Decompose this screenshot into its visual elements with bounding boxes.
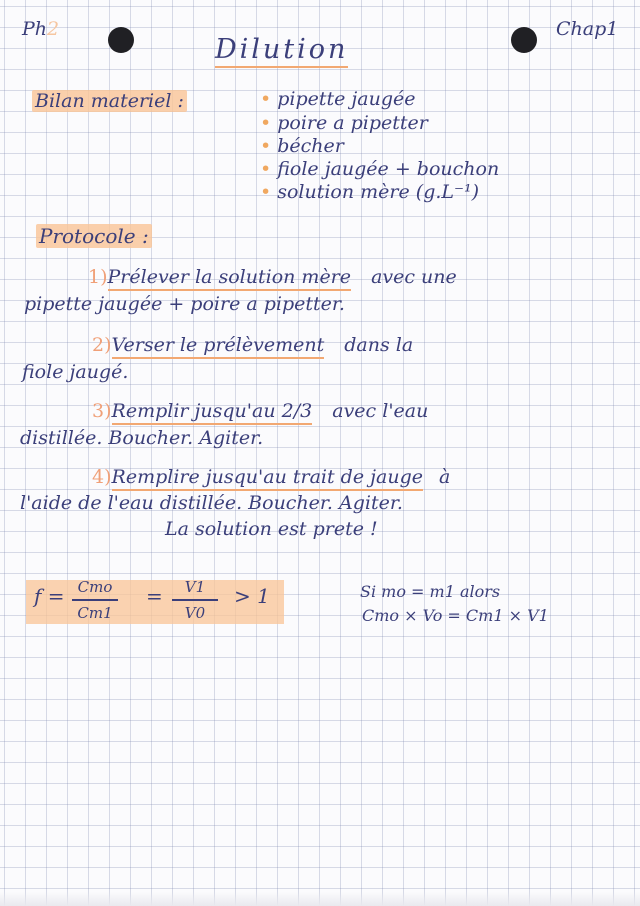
materiel-item: • bécher <box>260 135 344 157</box>
materiel-item: • fiole jaugée + bouchon <box>260 158 500 180</box>
materiel-item: • solution mère (g.L⁻¹) <box>260 181 480 203</box>
step-4-line-1: 4)Remplire jusqu'au trait de jauge à <box>92 466 450 488</box>
materiel-item: • poire a pipetter <box>260 112 428 134</box>
step-4-line-3: La solution est prete ! <box>165 518 378 540</box>
fraction-concentration: Cmo Cm1 <box>72 578 118 622</box>
page-title: Dilution <box>215 34 348 65</box>
binder-hole-left <box>108 27 134 53</box>
step-3-line-2: distillée. Boucher. Agiter. <box>20 427 264 449</box>
formula-note-line-1: Si mo = m1 alors <box>360 582 501 601</box>
step-1-line-2: pipette jaugée + poire a pipetter. <box>24 293 345 315</box>
chapter-label: Chap1 <box>556 18 619 40</box>
bullet-icon: • <box>260 112 272 134</box>
formula-equals: = <box>146 584 163 608</box>
materiel-heading: Bilan materiel : <box>32 90 187 112</box>
bullet-icon: • <box>260 158 272 180</box>
formula-greater-than-one: > 1 <box>234 584 270 608</box>
step-1-line-1: 1)Prélever la solution mère avec une <box>88 266 457 288</box>
formula-note-line-2: Cmo × Vo = Cm1 × V1 <box>362 606 549 625</box>
binder-hole-right <box>511 27 537 53</box>
bullet-icon: • <box>260 181 272 203</box>
step-2-line-2: fiole jaugé. <box>22 361 129 383</box>
materiel-item: • pipette jaugée <box>260 88 416 110</box>
protocole-heading: Protocole : <box>36 224 152 248</box>
step-3-line-1: 3)Remplir jusqu'au 2/3 avec l'eau <box>92 400 428 422</box>
bullet-icon: • <box>260 88 272 110</box>
step-2-line-1: 2)Verser le prélèvement dans la <box>92 334 413 356</box>
subject-label: Ph2 <box>22 18 60 40</box>
bullet-icon: • <box>260 135 272 157</box>
step-4-line-2: l'aide de l'eau distillée. Boucher. Agiter. <box>20 492 403 514</box>
formula-f: f = <box>34 584 65 608</box>
fraction-volume: V1 V0 <box>172 578 218 622</box>
